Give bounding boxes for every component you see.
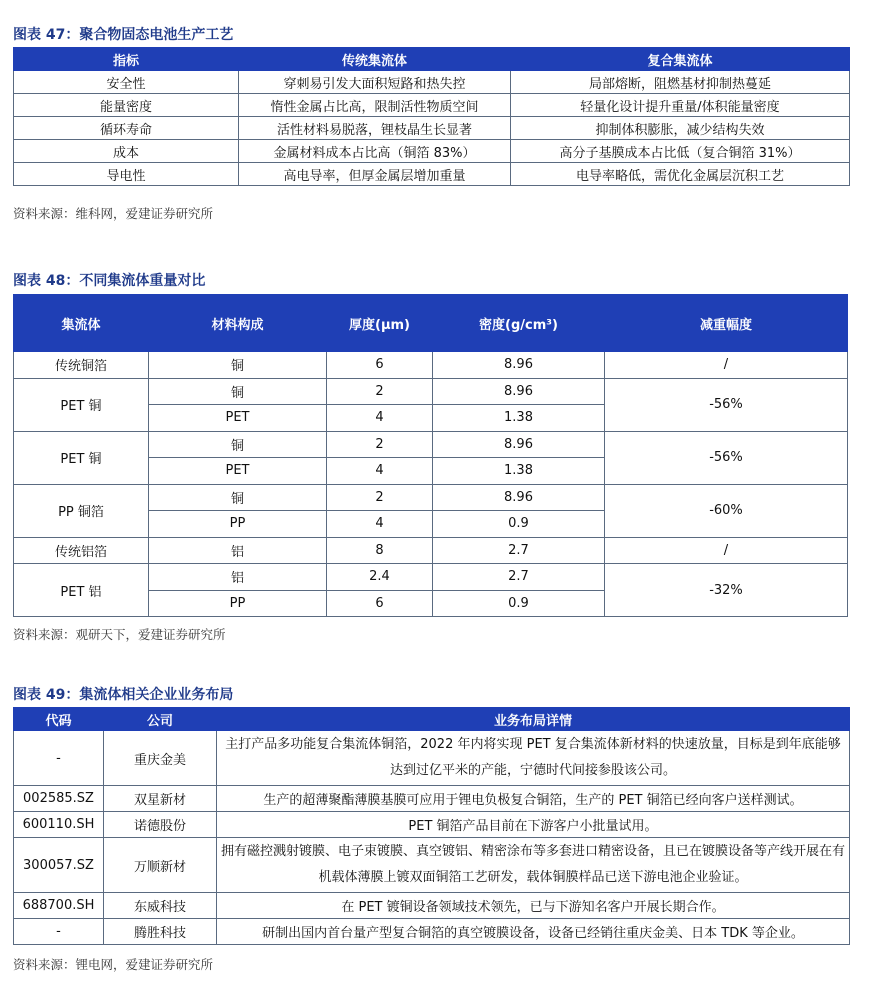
table-cell: 8.96 bbox=[433, 431, 605, 458]
column-header: 集流体 bbox=[14, 295, 149, 352]
table-cell: 导电性 bbox=[14, 163, 239, 186]
table-cell: 高电导率，但厚金属层增加重量 bbox=[239, 163, 511, 186]
table-cell: 电导率略低，需优化金属层沉积工艺 bbox=[511, 163, 850, 186]
table-cell: 铜 bbox=[149, 431, 327, 458]
table-row bbox=[14, 537, 848, 564]
business-detail: 拥有磁控溅射镀膜、电子束镀膜、真空镀铝、精密涂布等多套进口精密设备，且已在镀膜设备等产线开展在有机载体薄膜上镀双面铜箔工艺研发，载体铜膜样品已送下游电池企业验证。 bbox=[217, 838, 850, 893]
table-header-row bbox=[14, 708, 850, 731]
column-header: 复合集流体 bbox=[511, 48, 850, 71]
weight-reduction: -32% bbox=[605, 564, 848, 617]
company-name: 东威科技 bbox=[104, 893, 217, 919]
table-cell: PET bbox=[149, 405, 327, 432]
collector-name: PET 铜 bbox=[14, 378, 149, 431]
stock-code: 688700.SH bbox=[14, 893, 104, 919]
stock-code: - bbox=[14, 731, 104, 786]
company-name: 诺德股份 bbox=[104, 812, 217, 838]
table-cell: 4 bbox=[327, 511, 433, 538]
table-cell: 6 bbox=[327, 590, 433, 617]
table-cell: 铜 bbox=[149, 352, 327, 379]
fig47-source: 资料来源：维科网，爱建证券研究所 bbox=[13, 206, 214, 221]
table-row bbox=[14, 71, 850, 94]
stock-code: 300057.SZ bbox=[14, 838, 104, 893]
table-cell: PET bbox=[149, 458, 327, 485]
column-header: 材料构成 bbox=[149, 295, 327, 352]
table-row bbox=[14, 564, 848, 591]
table-row bbox=[14, 378, 848, 405]
column-header: 减重幅度 bbox=[605, 295, 848, 352]
table-cell: 抑制体积膨胀，减少结构失效 bbox=[511, 117, 850, 140]
fig47-table bbox=[13, 47, 850, 186]
business-detail: 研制出国内首台量产型复合铜箔的真空镀膜设备，设备已经销往重庆金美、日本 TDK 等企业。 bbox=[217, 919, 850, 945]
table-row bbox=[14, 163, 850, 186]
table-cell: 金属材料成本占比高（铜箔 83%） bbox=[239, 140, 511, 163]
company-name: 腾胜科技 bbox=[104, 919, 217, 945]
table-row bbox=[14, 352, 848, 379]
collector-name: PET 铜 bbox=[14, 431, 149, 484]
column-header: 业务布局详情 bbox=[217, 708, 850, 731]
fig47-title: 图表 47：聚合物固态电池生产工艺 bbox=[13, 27, 234, 43]
table-cell: 1.38 bbox=[433, 458, 605, 485]
business-detail: 主打产品多功能复合集流体铜箔，2022 年内将实现 PET 复合集流体新材料的快速放量，目标是到年底能够达到过亿平米的产能，宁德时代间接参股该公司。 bbox=[217, 731, 850, 786]
weight-reduction: / bbox=[605, 537, 848, 564]
table-row bbox=[14, 117, 850, 140]
column-header: 代码 bbox=[14, 708, 104, 731]
table-cell: 轻量化设计提升重量/体积能量密度 bbox=[511, 94, 850, 117]
stock-code: 002585.SZ bbox=[14, 786, 104, 812]
fig48-table bbox=[13, 294, 848, 617]
table-cell: 2 bbox=[327, 378, 433, 405]
table-row bbox=[14, 893, 850, 919]
table-cell: 铝 bbox=[149, 564, 327, 591]
table-cell: 6 bbox=[327, 352, 433, 379]
table-cell: 成本 bbox=[14, 140, 239, 163]
table-cell: 循环寿命 bbox=[14, 117, 239, 140]
collector-name: PET 铝 bbox=[14, 564, 149, 617]
table-cell: 铜 bbox=[149, 484, 327, 511]
table-cell: 0.9 bbox=[433, 511, 605, 538]
column-header: 公司 bbox=[104, 708, 217, 731]
table-cell: 高分子基膜成本占比低（复合铜箔 31%） bbox=[511, 140, 850, 163]
table-row bbox=[14, 731, 850, 786]
table-row bbox=[14, 919, 850, 945]
table-cell: 8.96 bbox=[433, 352, 605, 379]
table-cell: 2.7 bbox=[433, 564, 605, 591]
business-detail: PET 铜箔产品目前在下游客户小批量试用。 bbox=[217, 812, 850, 838]
table-cell: 局部熔断，阻燃基材抑制热蔓延 bbox=[511, 71, 850, 94]
table-cell: 穿刺易引发大面积短路和热失控 bbox=[239, 71, 511, 94]
table-row bbox=[14, 786, 850, 812]
table-cell: 2 bbox=[327, 484, 433, 511]
collector-name: PP 铜箔 bbox=[14, 484, 149, 537]
table-cell: 能量密度 bbox=[14, 94, 239, 117]
table-cell: 8.96 bbox=[433, 484, 605, 511]
fig48-source: 资料来源：观研天下，爱建证券研究所 bbox=[13, 627, 226, 642]
table-cell: 1.38 bbox=[433, 405, 605, 432]
table-header-row bbox=[14, 48, 850, 71]
table-cell: 2.4 bbox=[327, 564, 433, 591]
collector-name: 传统铝箔 bbox=[14, 537, 149, 564]
table-cell: PP bbox=[149, 590, 327, 617]
table-cell: 2 bbox=[327, 431, 433, 458]
fig48-title: 图表 48：不同集流体重量对比 bbox=[13, 273, 206, 289]
table-cell: 惰性金属占比高，限制活性物质空间 bbox=[239, 94, 511, 117]
table-cell: 4 bbox=[327, 458, 433, 485]
table-cell: 4 bbox=[327, 405, 433, 432]
table-row bbox=[14, 140, 850, 163]
table-row bbox=[14, 838, 850, 893]
stock-code: - bbox=[14, 919, 104, 945]
fig49-source: 资料来源：锂电网，爱建证券研究所 bbox=[13, 957, 214, 972]
business-detail: 在 PET 镀铜设备领域技术领先，已与下游知名客户开展长期合作。 bbox=[217, 893, 850, 919]
company-name: 万顺新材 bbox=[104, 838, 217, 893]
stock-code: 600110.SH bbox=[14, 812, 104, 838]
table-row bbox=[14, 94, 850, 117]
table-cell: 0.9 bbox=[433, 590, 605, 617]
weight-reduction: -60% bbox=[605, 484, 848, 537]
company-name: 双星新材 bbox=[104, 786, 217, 812]
column-header: 传统集流体 bbox=[239, 48, 511, 71]
table-cell: 铝 bbox=[149, 537, 327, 564]
table-row bbox=[14, 484, 848, 511]
collector-name: 传统铜箔 bbox=[14, 352, 149, 379]
table-header-row bbox=[14, 295, 848, 352]
column-header: 密度(g/cm³) bbox=[433, 295, 605, 352]
table-row bbox=[14, 812, 850, 838]
weight-reduction: -56% bbox=[605, 378, 848, 431]
business-detail: 生产的超薄聚酯薄膜基膜可应用于锂电负极复合铜箔，生产的 PET 铜箔已经向客户送样测试。 bbox=[217, 786, 850, 812]
table-cell: PP bbox=[149, 511, 327, 538]
table-cell: 8.96 bbox=[433, 378, 605, 405]
weight-reduction: -56% bbox=[605, 431, 848, 484]
company-name: 重庆金美 bbox=[104, 731, 217, 786]
column-header: 厚度(μm) bbox=[327, 295, 433, 352]
fig49-title: 图表 49：集流体相关企业业务布局 bbox=[13, 687, 234, 703]
table-row bbox=[14, 431, 848, 458]
table-cell: 铜 bbox=[149, 378, 327, 405]
table-cell: 8 bbox=[327, 537, 433, 564]
table-cell: 活性材料易脱落，锂枝晶生长显著 bbox=[239, 117, 511, 140]
table-cell: 安全性 bbox=[14, 71, 239, 94]
fig49-table bbox=[13, 707, 850, 945]
column-header: 指标 bbox=[14, 48, 239, 71]
weight-reduction: / bbox=[605, 352, 848, 379]
table-cell: 2.7 bbox=[433, 537, 605, 564]
